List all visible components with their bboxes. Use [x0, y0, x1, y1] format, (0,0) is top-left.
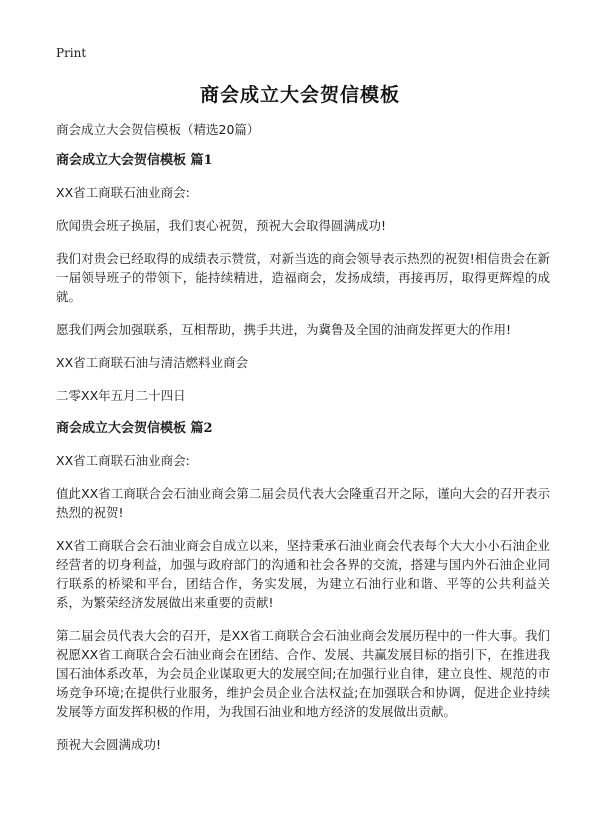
- date: 二零XX年五月二十四日: [56, 388, 186, 403]
- document-subtitle: 商会成立大会贺信模板（精选20篇）: [56, 122, 260, 137]
- paragraph: 欣闻贵会班子换届，我们衷心祝贺，预祝大会取得圆满成功!: [56, 218, 387, 233]
- signature: XX省工商联石油与清洁燃料业商会: [56, 355, 249, 370]
- page-title: 商会成立大会贺信模板: [199, 84, 400, 106]
- salutation: XX省工商联石油业商会:: [56, 453, 190, 468]
- section-number: 篇1: [190, 153, 213, 168]
- section-heading-text: 商会成立大会贺信模板: [56, 421, 187, 436]
- section-number: 篇2: [190, 421, 213, 436]
- paragraph: 值此XX省工商联合会石油业商会第二届会员代表大会隆重召开之际，谨向大会的召开表示热烈的祝贺!: [56, 486, 550, 520]
- paragraph: 愿我们两会加强联系，互相帮助，携手共进，为冀鲁及全国的油商发挥更大的作用!: [56, 322, 512, 337]
- paragraph: 第二届会员代表大会的召开，是XX省工商联合会石油业商会发展历程中的一件大事。我们祝愿XX省工商联合会石油业商会在团结、合作、发展、共赢发展目标的指引下，在推进我国石油体系改革，为会员企业谋取更大的发展空间;在加强行业自律，建立良性、规范的市场竞争环境;在提供行业服务，维护会员企业合法权益;在加强联合和协调，促进企业持续发展等方面发挥积极的作用，为我国石油业和地方经济的发展做出贡献。: [56, 628, 550, 719]
- paragraph: 我们对贵会已经取得的成绩表示赞赏，对新当选的商会领导表示热烈的祝贺!相信贵会在新一届领导班子的带领下，能持续精进，造福商会，发扬成绩，再接再厉，取得更辉煌的成就。: [56, 251, 550, 304]
- document-body: [56, 120, 550, 768]
- section-heading-2: [56, 419, 550, 438]
- closing: 预祝大会圆满成功!: [56, 737, 162, 752]
- section-heading-text: 商会成立大会贺信模板: [56, 153, 187, 168]
- section-heading-1: [56, 151, 550, 170]
- print-link[interactable]: Print: [56, 46, 87, 60]
- salutation: XX省工商联石油业商会:: [56, 185, 190, 200]
- paragraph: XX省工商联合会石油业商会自成立以来，坚持秉承石油业商会代表每个大大小小石油企业经营者的切身利益，加强与政府部门的沟通和社会各界的交流，搭建与国内外石油企业同行联系的桥梁和平台，团结合作，务实发展，为建立石油行业和谐、平等的公共利益关系，为繁荣经济发展做出来重要的贡献!: [56, 538, 550, 610]
